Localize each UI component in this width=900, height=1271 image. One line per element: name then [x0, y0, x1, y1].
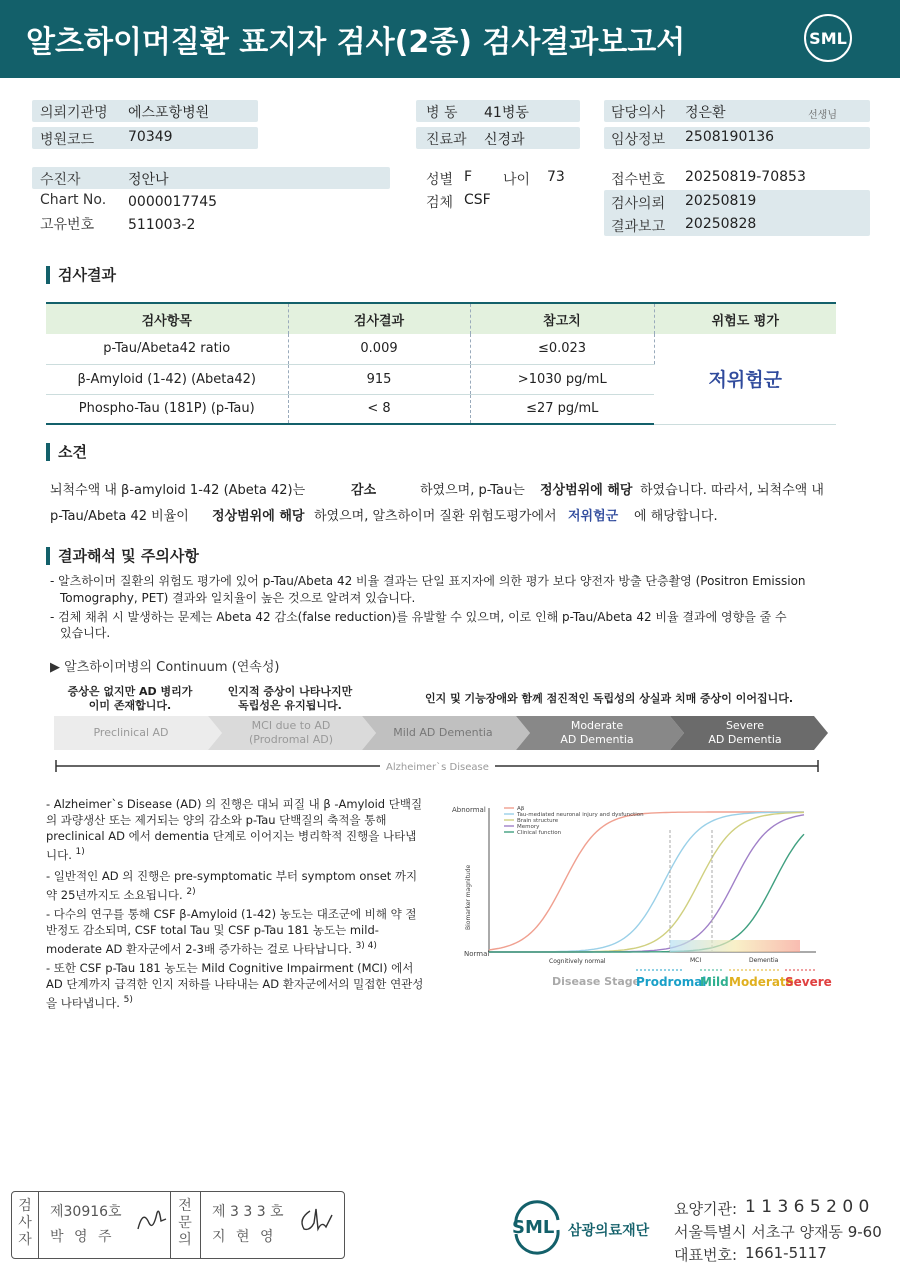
bar-patient [32, 167, 390, 189]
signature-1-image [135, 1205, 169, 1235]
section-results-title: 검사결과 [46, 266, 116, 284]
sml-logo: SML [804, 14, 852, 62]
continuum-title: ▶ 알츠하이머병의 Continuum (연속성) [50, 660, 280, 675]
finding-text-2a: p-Tau/Abeta 42 비율이 [50, 509, 189, 524]
cell-ref: ≤0.023 [470, 334, 654, 364]
cell-risk [654, 334, 836, 424]
legend-label: Tau-mediated neuronal injury and dysfunction [517, 812, 644, 818]
cell-ref: >1030 pg/mL [470, 364, 654, 394]
sig-license-2: 제 3 3 3 호 [212, 1204, 284, 1220]
stage-preclinical: Preclinical AD [93, 726, 169, 739]
chart-stage-mild: Mild [700, 975, 729, 989]
label-clinical: 임상정보 [611, 132, 666, 148]
label-patient: 수진자 [40, 172, 81, 188]
col-item: 검사항목 [46, 303, 288, 334]
finding-text-2c: 하였으며, 알츠하이머 질환 위험도평가에서 [314, 509, 557, 524]
care-code-label: 요양기관: [674, 1200, 738, 1218]
series-line [489, 834, 804, 952]
bullet-1: - Alzheimer`s Disease (AD) 의 진행은 대뇌 피질 내 β -Amyloid 단백질의 과량생산 또는 제거되는 양의 감소와 p-Tau 단백질의 축적을 통해 preclinical AD 에서 dementia 단계로 이어지는 병리학적 진행을 나타냅니다. $^{1)}$ [46, 797, 423, 862]
table-row [46, 334, 836, 364]
sig-license-1: 제30916호 [50, 1204, 122, 1220]
org-name: 삼광의료재단 [568, 1223, 650, 1239]
sig-name-1: 박 영 주 [50, 1229, 115, 1245]
label-request: 검사의뢰 [611, 196, 666, 212]
sig-label-specialist: 전 문 의 [178, 1198, 192, 1248]
finding-text-1b: 감소 [351, 483, 377, 498]
svg-text:SML: SML [512, 1217, 555, 1238]
chart-region-normal: Cognitively normal [549, 958, 606, 965]
chart-stage-prodromal: Prodromal [636, 975, 707, 989]
cell-item: β-Amyloid (1-42) (Abeta42) [46, 364, 288, 394]
results-table [46, 302, 836, 425]
note-1a: - 알츠하이머 질환의 위험도 평가에 있어 p-Tau/Abeta 42 비율 결과는 단일 표지자에 의한 평가 보다 양전자 방출 단층촬영 (Positron Emission [50, 574, 806, 588]
stage-caption-1: 증상은 없지만 AD 병리가 이미 존재합니다. [67, 685, 193, 712]
finding-text-2b: 정상범위에 해당 [212, 509, 305, 524]
chart-stage-moderate: Moderate [729, 975, 794, 989]
value-chart: 0000017745 [128, 194, 218, 210]
value-ward: 41병동 [484, 105, 529, 121]
label-age: 나이 [503, 172, 531, 188]
label-ward: 병 동 [426, 105, 458, 121]
report-title: 알츠하이머질환 표지자 검사(2종) 검사결과보고서 [26, 25, 686, 60]
finding-text-2d: 저위험군 [568, 509, 619, 524]
bullet-4: - 또한 CSF p-Tau 181 농도는 Mild Cognitive Impairment (MCI) 에서 AD 단계까지 급격한 인지 저하를 나타내는 AD 환자군에서의 밀접한 연관성을 나타냅니다. $^{5)}$ [46, 961, 424, 1010]
bullet-2: - 일반적인 AD 의 진행은 pre-symptomatic 부터 symptom onset 까지 약 25년까지도 소요됩니다. $^{2)}$ [46, 869, 418, 902]
label-id: 고유번호 [40, 217, 95, 233]
note-2a: - 검체 채취 시 발생하는 문제는 Abeta 42 감소(false reduction)를 유발할 수 있으며, 이로 인해 p-Tau/Abeta 42 비율 결과에 영향을 줄 수 [50, 610, 787, 624]
sig-divider-3 [200, 1191, 201, 1259]
chart-ytop: Abnormal [452, 806, 486, 814]
sig-name-2: 지 현 영 [212, 1229, 277, 1245]
sig-label-examiner: 검 사 자 [18, 1198, 32, 1248]
section-finding-title: 소견 [46, 443, 87, 461]
stage-moderate: Moderate AD Dementia [560, 719, 634, 746]
value-code: 70349 [128, 129, 173, 145]
note-2b: 있습니다. [60, 626, 111, 640]
value-report: 20250828 [685, 216, 757, 232]
label-report: 결과보고 [611, 219, 666, 235]
chart-region-mci: MCI [690, 957, 702, 964]
cell-result: 0.009 [288, 334, 470, 364]
address: 서울특별시 서초구 양재동 9-60 [674, 1223, 882, 1241]
finding-text-2e: 에 해당합니다. [634, 509, 718, 524]
section-interpretation-title: 결과해석 및 주의사항 [46, 547, 199, 565]
finding-text-1e: 하였습니다. 따라서, 뇌척수액 내 [640, 483, 824, 498]
value-patient: 정안나 [128, 172, 169, 188]
value-clinical: 2508190136 [685, 129, 775, 145]
cell-item: Phospho-Tau (181P) (p-Tau) [46, 394, 288, 424]
legend-label: Clinical function [517, 830, 562, 836]
label-hospital: 의뢰기관명 [40, 105, 108, 121]
value-specimen: CSF [464, 192, 491, 208]
care-code-value: 1 1 3 6 5 2 0 0 [745, 1197, 870, 1217]
col-result: 검사결과 [288, 303, 470, 334]
stage-mild: Mild AD Dementia [393, 726, 493, 739]
note-1b: Tomography, PET) 결과와 일치율이 높은 것으로 알려져 있습니다. [60, 591, 416, 605]
risk-assessment: 저위험군 [708, 369, 782, 392]
col-ref: 참고치 [470, 303, 654, 334]
doctor-suffix: 선생님 [808, 110, 837, 121]
legend-label: Memory [517, 824, 540, 830]
stage-severe: Severe AD Dementia [708, 719, 782, 746]
value-dept: 신경과 [484, 132, 525, 148]
chart-region-dementia: Dementia [749, 957, 779, 964]
value-id: 511003-2 [128, 217, 196, 233]
sig-divider-1 [38, 1191, 39, 1259]
value-receipt: 20250819-70853 [685, 169, 806, 185]
label-sex: 성별 [426, 172, 454, 188]
value-hospital: 에스포항병원 [128, 105, 210, 121]
chart-ylabel: Biomarker magnitude [465, 864, 472, 930]
stage-caption-3: 인지 및 기능장애와 함께 점진적인 독립성의 상실과 치매 증상이 이어집니다. [425, 692, 794, 705]
chart-stage-label: Disease Stage [552, 975, 641, 988]
cell-item: p-Tau/Abeta42 ratio [46, 334, 288, 364]
finding-text-1c: 하였으며, p-Tau는 [420, 483, 525, 498]
value-age: 73 [547, 169, 565, 185]
signature-2-image [296, 1205, 336, 1235]
chart-region-bar [670, 940, 800, 952]
cell-result: 915 [288, 364, 470, 394]
label-chart: Chart No. [40, 192, 107, 208]
value-doctor: 정은환 [685, 105, 726, 121]
phone-value: 1661-5117 [745, 1244, 827, 1262]
label-receipt: 접수번호 [611, 172, 666, 188]
col-risk: 위험도 평가 [654, 303, 836, 334]
legend-label: Brain structure [517, 818, 559, 824]
cell-ref: ≤27 pg/mL [470, 394, 654, 424]
finding-text-1a: 뇌척수액 내 β-amyloid 1-42 (Abeta 42)는 [50, 483, 306, 498]
label-doctor: 담당의사 [611, 105, 666, 121]
phone-label: 대표번호: [674, 1246, 738, 1264]
sig-divider-2 [170, 1191, 171, 1259]
stage-mci: MCI due to AD (Prodromal AD) [248, 719, 334, 746]
value-sex: F [464, 169, 473, 185]
sml-footer-logo [508, 1198, 566, 1256]
stage-caption-2: 인지적 증상이 나타나지만 독립성은 유지됩니다. [227, 685, 353, 712]
value-request: 20250819 [685, 193, 757, 209]
finding-text-1d: 정상범위에 해당 [540, 483, 633, 498]
biomarker-chart [444, 800, 844, 1000]
chart-ybottom: Normal [464, 950, 490, 958]
disease-axis-label: Alzheimer`s Disease [380, 762, 495, 773]
label-specimen: 검체 [426, 195, 454, 211]
chart-stage-severe: Severe [785, 975, 832, 989]
label-dept: 진료과 [426, 132, 467, 148]
legend-label: Aβ [517, 806, 525, 812]
cell-result: < 8 [288, 394, 470, 424]
bullet-3: - 다수의 연구를 통해 CSF β-Amyloid (1-42) 농도는 대조군에 비해 약 절반정도 감소되며, CSF total Tau 및 CSF p-Tau 181 농도는 mild-moderate AD 환자군에서 2-3배 증가하는 걸로 나타납니다. $^{3) 4)}$ [46, 907, 417, 956]
label-code: 병원코드 [40, 132, 95, 148]
